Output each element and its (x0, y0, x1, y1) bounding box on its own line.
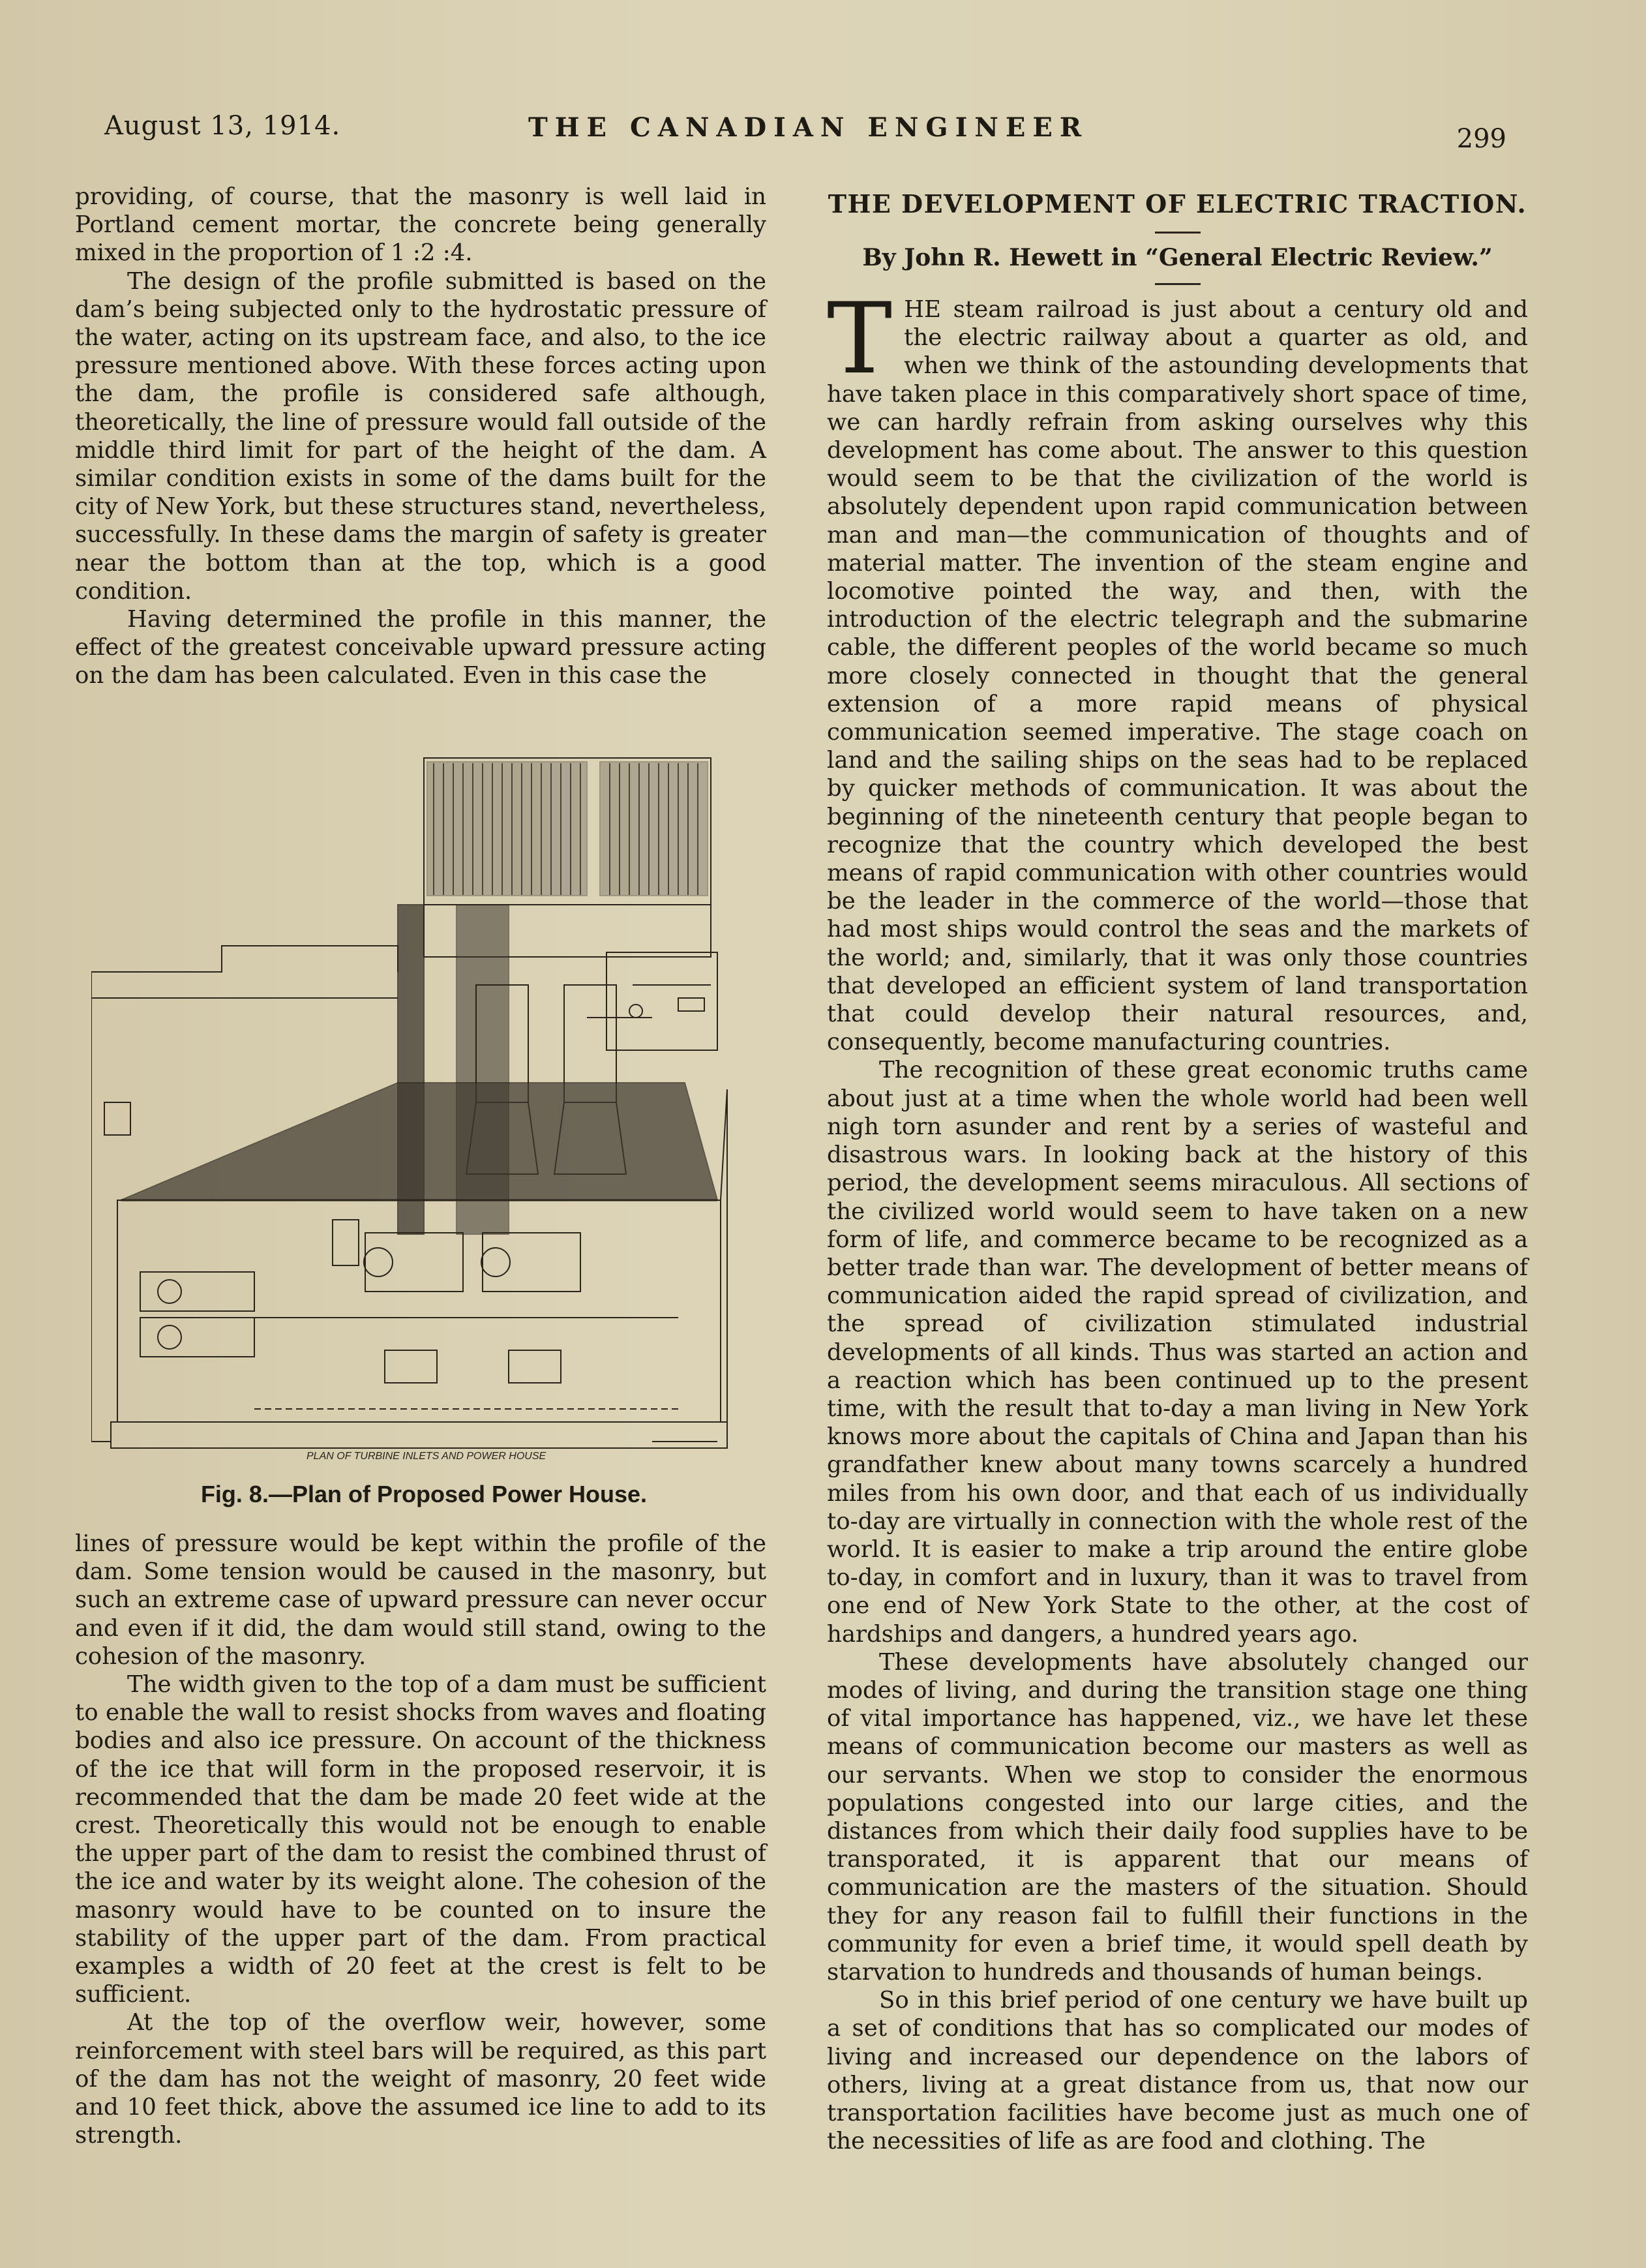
journal-title: THE CANADIAN ENGINEER (528, 112, 1089, 143)
article-byline: By John R. Hewett in “General Electric Review.” (862, 244, 1493, 271)
left-column-bottom (75, 1530, 766, 2149)
paragraph: providing, of course, that the masonry is well laid in Portland cement mortar, the concrete being generally mixed in the proportion of 1 :2 :4. (75, 183, 766, 267)
issue-date: August 13, 1914. (104, 111, 341, 141)
paragraph: The design of the profile submitted is based on the dam’s being subjected only to the hydrostatic pressure of the water, acting on its upstream face, and also, to the ice pressure mentioned above. With these forces acting upon the dam, the profile is considered safe although, theoretically, the line of pressure would fall outside of the middle third limit for part of the height of the dam. A similar condition exists in some of the dams built for the city of New York, but these structures stand, nevertheless, successfully. In these dams the margin of safety is greater near the bottom than at the top, which is a good condition. (75, 267, 766, 605)
power-house-plan-drawing (91, 750, 763, 1487)
paragraph: Having determined the profile in this manner, the effect of the greatest conceivable upward pressure acting on the dam has been calculated. Even in this case the (75, 606, 766, 689)
paragraph: At the top of the overflow weir, however, some reinforcement with steel bars will be required, as this part of the dam has not the weight of masonry, 20 feet wide and 10 feet thick, above the assumed ice line to add to its strength. (75, 2009, 766, 2149)
paragraph: The width given to the top of a dam must be sufficient to enable the wall to resist shocks from waves and floating bodies and also ice pressure. On account of the thickness of the ice that will form in the proposed reservoir, it is recommended that the dam be made 20 feet wide at the crest. Theoretically this would not be enough to enable the upper part of the dam to resist the combined thrust of the ice and water by its weight alone. The cohesion of the masonry would have to be counted on to insure the stability of the upper part of the dam. From practical examples a width of 20 feet at the crest is felt to be sufficient. (75, 1671, 766, 2008)
paragraph: The recognition of these great economic truths came about just at a time when the whole world had been well nigh torn asunder and rent by a series of wasteful and disastrous wars. In looking back at the history of this period, the development seems miraculous. All sections of the civilized world would seem to have taken on a new form of life, and commerce became to be recognized as a better trade than war. The development of better means of communication aided the rapid spread of civilization, and the spread of civilization stimulated industrial developments of all kinds. Thus was started an action and a reaction which has been continued up to the present time, with the result that to-day a man living in New York knows more about the capitals of China and Japan than his grandfather knew about many towns scarcely a hundred miles from his own door, and that each of us individually to-day are virtually in connection with the whole rest of the world. It is easier to make a trip around the entire globe to-day, in comfort and in luxury, than it was to travel from one end of New York State to the other, at the cost of hardships and dangers, a hundred years ago. (827, 1057, 1528, 1648)
title-rule (1155, 232, 1201, 234)
paragraph: So in this brief period of one century we have built up a set of conditions that has so complicated our modes of living and increased our dependence on the labors of others, living at a great distance from us, that now our transportation facilities have become just as much one of the necessities of life as are food and clothing. The (827, 1987, 1528, 2155)
paragraph-text: HE steam railroad is just about a century old and the electric railway about a quarter as old, and when we think of the astounding developments that have taken place in this comparatively short space of time, we can hardly refrain from asking ourselves why this development has come about. The answer to this question would seem to be that the civilization of the world is absolutely dependent upon rapid communication between man and man—the communication of thoughts and of material matter. The invention of the steam engine and locomotive pointed the way, and then, with the introduction of the electric telegraph and the submarine cable, the different peoples of the world became so much more closely connected in thought that the general extension of a more rapid means of physical communication seemed imperative. The stage coach on land and the sailing ships on the seas had to be replaced by quicker methods of communication. It was about the beginning of the nineteenth century that people began to recognize that the country which developed the best means of rapid communication with other countries would be the leader in the commerce of the world—those that had most ships would control the seas and the markets of the world; and, similarly, that it was only those countries that developed an efficient system of land transportation that could develop their natural resources, and, consequently, become manufacturing countries. (827, 296, 1528, 1056)
drawing-label: PLAN OF TURBINE INLETS AND POWER HOUSE (307, 1451, 546, 1462)
drop-cap: T (827, 282, 893, 396)
article-title: THE DEVELOPMENT OF ELECTRIC TRACTION. (828, 189, 1527, 219)
paragraph: These developments have absolutely changed our modes of living, and during the transition stage one thing of vital importance has happened, viz., we have let these means of communication become our masters as well as our servants. When we stop to consider the enormous populations congested into our large cities, and the distances from which their daily food supplies have to be transporated, it is apparent that our means of communication are the masters of the situation. Should they for any reason fail to fulfill their functions in the community for even a brief time, it would spell death by starvation to hundreds and thousands of human beings. (827, 1648, 1528, 1986)
running-header (104, 104, 1506, 157)
left-column-top (75, 183, 766, 690)
article-column (827, 189, 1528, 2155)
page-number: 299 (1456, 124, 1506, 154)
paragraph: lines of pressure would be kept within the profile of the dam. Some tension would be caused in the masonry, but such an extreme case of upward pressure can never occur and even if it did, the dam would still stand, owing to the cohesion of the masonry. (75, 1530, 766, 1670)
paragraph (827, 282, 1528, 1056)
figure-caption: Fig. 8.—Plan of Proposed Power House. (200, 1481, 648, 1507)
byline-rule (1155, 283, 1201, 285)
power-house-plan-figure (91, 750, 763, 1487)
